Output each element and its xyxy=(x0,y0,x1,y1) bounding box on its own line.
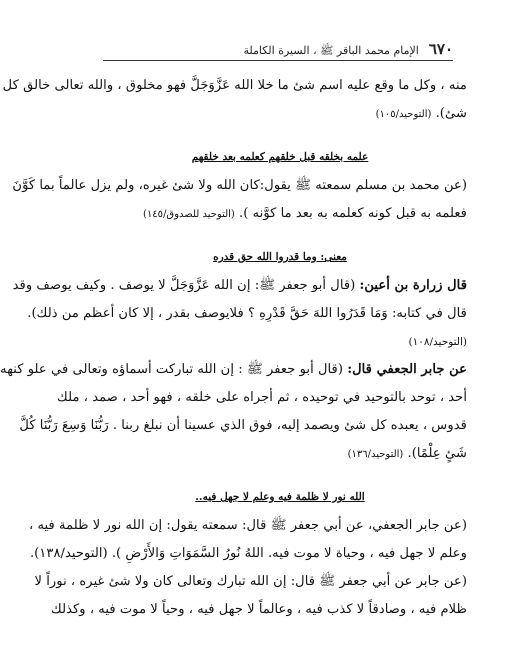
spacer xyxy=(93,228,467,242)
text-line xyxy=(93,100,467,128)
page-header xyxy=(103,40,453,60)
text-line xyxy=(93,440,467,468)
text-fragment: شَئٍ عِلْمًا). xyxy=(407,446,467,461)
text-line xyxy=(93,200,467,228)
text-line: أحد ، توحد بالتوحيد في توحيده ، ثم أجراه على خلقه ، فهو أحد ، صمد ، ملك xyxy=(57,390,467,405)
section-title: معنى: وما قدروا الله حق قدره xyxy=(213,251,347,263)
text-fragment: شئ). xyxy=(435,106,467,121)
text-line: وعلم لا جهل فيه ، وحياة لا موت فيه. اللهُ نُورُ السَّمَوَاتِ وَالأَرْضِ ). (التوحيد/١٣٨). xyxy=(29,546,467,561)
text-line: (عن جابر عن أبي جعفر ﷺ قال: إن الله تبارك وتعالى كان ولا شئ غيره ، نوراً لا xyxy=(34,574,467,589)
text-line xyxy=(0,356,467,384)
text-line: قال في كتابه: وَمَا قَدَرُوا اللهَ حَقَّ قَدْرِهِ ؟ فلايوصف بقدر ، إلا كان أعظم من ذلك). xyxy=(27,306,467,321)
text-fragment: (قال أبو جعفر ﷺ : إن الله تباركت أسماؤه وتعالى في علو كنهه xyxy=(0,362,348,377)
text-fragment: فعلمه به قبل كونه كعلمه به بعد ما كوَّنه ). xyxy=(239,206,467,221)
narrator-name: عن جابر الجعفي قال: xyxy=(347,362,467,377)
citation: (التوحيد/١٣٦) xyxy=(347,449,404,460)
citation: (التوحيد/١٠٥) xyxy=(375,109,432,120)
spacer xyxy=(93,468,467,482)
section-title: الله نور لا ظلمة فيه وعلم لا جهل فيه.. xyxy=(195,491,365,503)
page-body xyxy=(0,72,467,624)
header-rule xyxy=(103,60,453,61)
page-number: ٦٧٠ xyxy=(428,40,453,58)
narrator-name: قال زرارة بن أعين: xyxy=(359,278,467,293)
text-line: (عن محمد بن مسلم سمعته ﷺ يقول:كان الله ولا شئ غيره، ولم يزل عالماً بما كَوَّنَ xyxy=(12,178,467,193)
text-fragment: (قال أبو جعفر ﷺ: إن الله عَزَّوَجَلَّ لا يوصف . وكيف يوصف وقد xyxy=(12,278,360,293)
text-line: قدوس ، يعبده كل شئ ويصمد إليه، فوق الذي عسينا أن نبلغ ربنا . رَبُّنَا وَسِعَ رَبُّنَا كُلَّ xyxy=(19,418,467,433)
section-title: علمه بخلقه قبل خلقهم كعلمه بعد خلقهم xyxy=(191,151,369,163)
text-line: منه ، وكل ما وقع عليه اسم شئ ما خلا الله عَزَّوَجَلَّ فهو مخلوق ، والله تعالى خالق كل xyxy=(2,78,467,93)
text-line: ظلام فيه ، وصادقاً لا كذب فيه ، وعالماً لا جهل فيه ، وحياً لا موت فيه ، وكذلك xyxy=(50,602,467,617)
spacer xyxy=(93,128,467,142)
citation: (التوحيد/١٠٨) xyxy=(408,336,467,348)
text-line xyxy=(12,272,467,300)
running-title: الإمام محمد الباقر ﷺ ، السيرة الكاملة xyxy=(243,44,419,57)
citation: (التوحيد للصدوق/١٤٥) xyxy=(143,209,235,220)
text-line: (عن جابر الجعفي، عن أبي جعفر ﷺ قال: سمعته يقول: إن الله نور لا ظلمة فيه ، xyxy=(29,518,467,533)
